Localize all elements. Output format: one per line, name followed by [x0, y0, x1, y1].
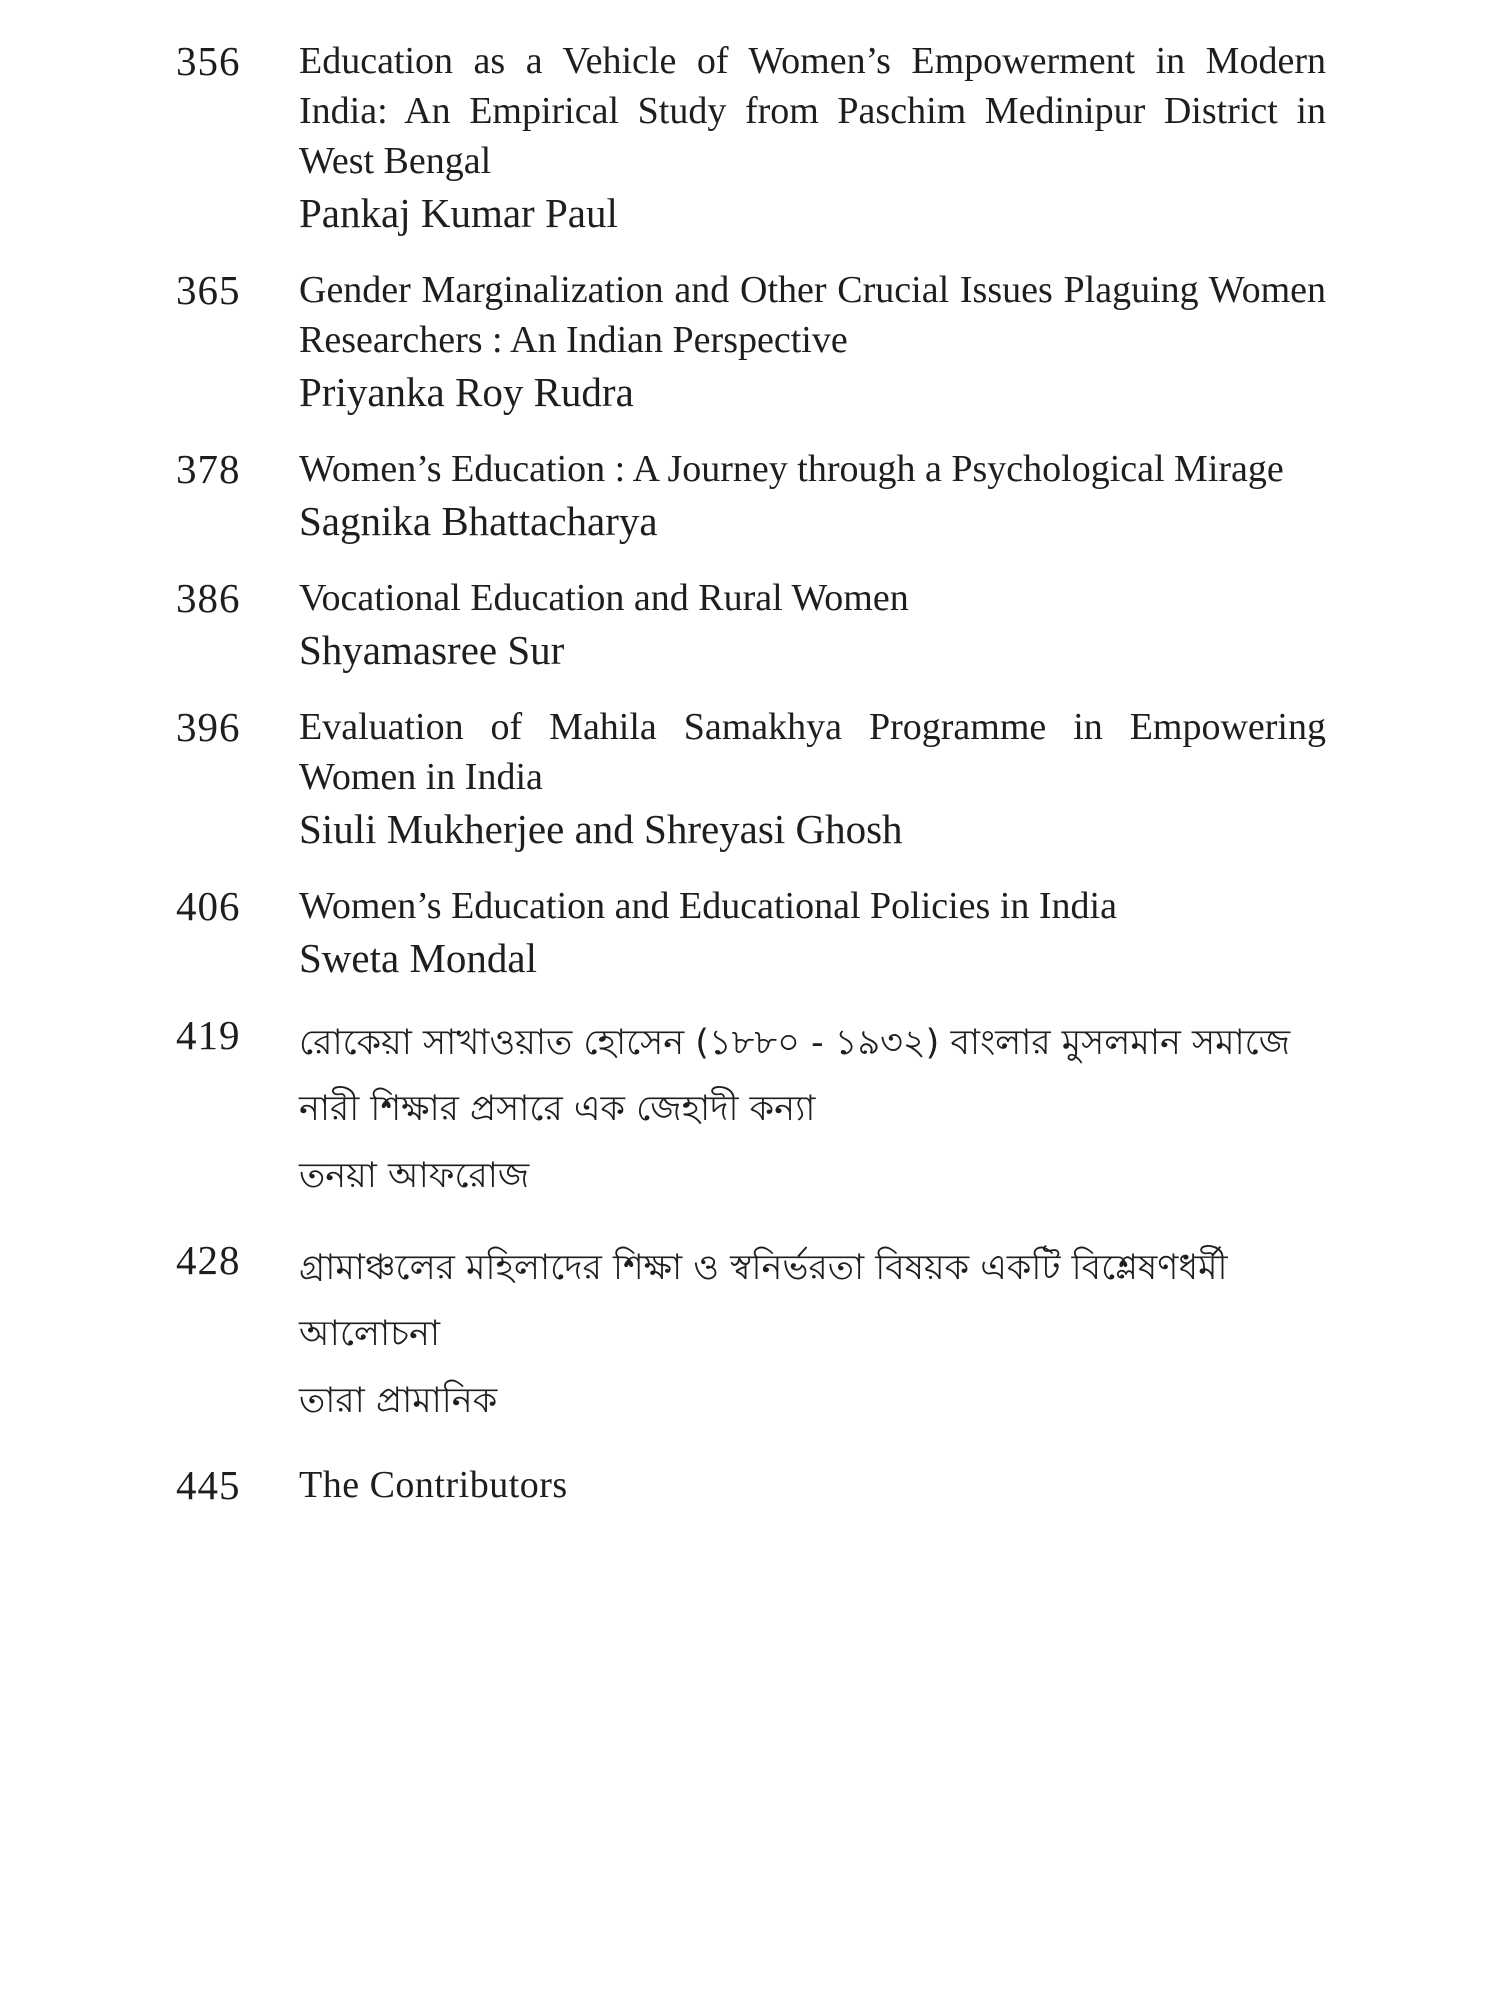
- toc-page-number: 378: [176, 446, 241, 492]
- toc-entry-body: [299, 573, 1326, 676]
- toc-entry: [176, 881, 1326, 984]
- toc-entry: [176, 265, 1326, 418]
- toc-entry-body: [299, 881, 1326, 984]
- toc-entry-bengali: [176, 1235, 1326, 1434]
- toc-entry: [176, 573, 1326, 676]
- toc-author: Sagnika Bhattacharya: [299, 498, 658, 544]
- toc-entry-body: [299, 1235, 1326, 1434]
- toc-title: রোকেয়া সাখাওয়াত হোসেন (১৮৮০ - ১৯৩২) বাংলার মুসলমান সমাজে নারী শিক্ষার প্রসারে এক জেহাদী কন্যা: [299, 1023, 1291, 1129]
- toc-title: Vocational Education and Rural Women: [299, 577, 909, 619]
- toc-entry-body: [299, 36, 1326, 239]
- toc-entry-body: [299, 1460, 1326, 1510]
- toc-page-number: 396: [176, 704, 241, 750]
- toc-author: Siuli Mukherjee and Shreyasi Ghosh: [299, 806, 903, 852]
- toc-title: গ্রামাঞ্চলের মহিলাদের শিক্ষা ও স্বনির্ভরতা বিষয়ক একটি বিশ্লেষণধর্মী আলোচনা: [299, 1248, 1228, 1354]
- toc-entry: [176, 36, 1326, 239]
- toc-entry: [176, 702, 1326, 855]
- toc-title: Gender Marginalization and Other Crucial Issues Plaguing Women Researchers : An Indian Perspective: [299, 269, 1326, 361]
- toc-title: Women’s Education : A Journey through a Psychological Mirage: [299, 448, 1284, 490]
- toc-entry-body: [299, 444, 1326, 547]
- toc-title: Evaluation of Mahila Samakhya Programme in Empowering Women in India: [299, 706, 1326, 798]
- toc-author: Shyamasree Sur: [299, 627, 565, 673]
- toc-title: Women’s Education and Educational Policies in India: [299, 885, 1117, 927]
- toc-page-number: 445: [176, 1462, 241, 1508]
- toc-entry-body: [299, 265, 1326, 418]
- toc-author: তারা প্রামানিক: [299, 1381, 498, 1421]
- toc-page-number: 428: [176, 1237, 241, 1283]
- toc-entry-bengali: [176, 1010, 1326, 1209]
- toc-author: Priyanka Roy Rudra: [299, 369, 634, 415]
- table-of-contents: [176, 36, 1326, 1536]
- toc-page-number: 356: [176, 38, 241, 84]
- toc-entry: [176, 444, 1326, 547]
- toc-entry-contributors: [176, 1460, 1326, 1510]
- toc-title: The Contributors: [299, 1464, 568, 1506]
- toc-page-number: 419: [176, 1012, 241, 1058]
- toc-author: Pankaj Kumar Paul: [299, 190, 618, 236]
- toc-page-number: 365: [176, 267, 241, 313]
- toc-page-number: 406: [176, 883, 241, 929]
- toc-title: Education as a Vehicle of Women’s Empowerment in Modern India: An Empirical Study from Paschim Medinipur District in West Bengal: [299, 40, 1326, 182]
- toc-author: Sweta Mondal: [299, 935, 537, 981]
- toc-page-number: 386: [176, 575, 241, 621]
- toc-entry-body: [299, 1010, 1326, 1209]
- toc-entry-body: [299, 702, 1326, 855]
- toc-author: তনয়া আফরোজ: [299, 1156, 530, 1196]
